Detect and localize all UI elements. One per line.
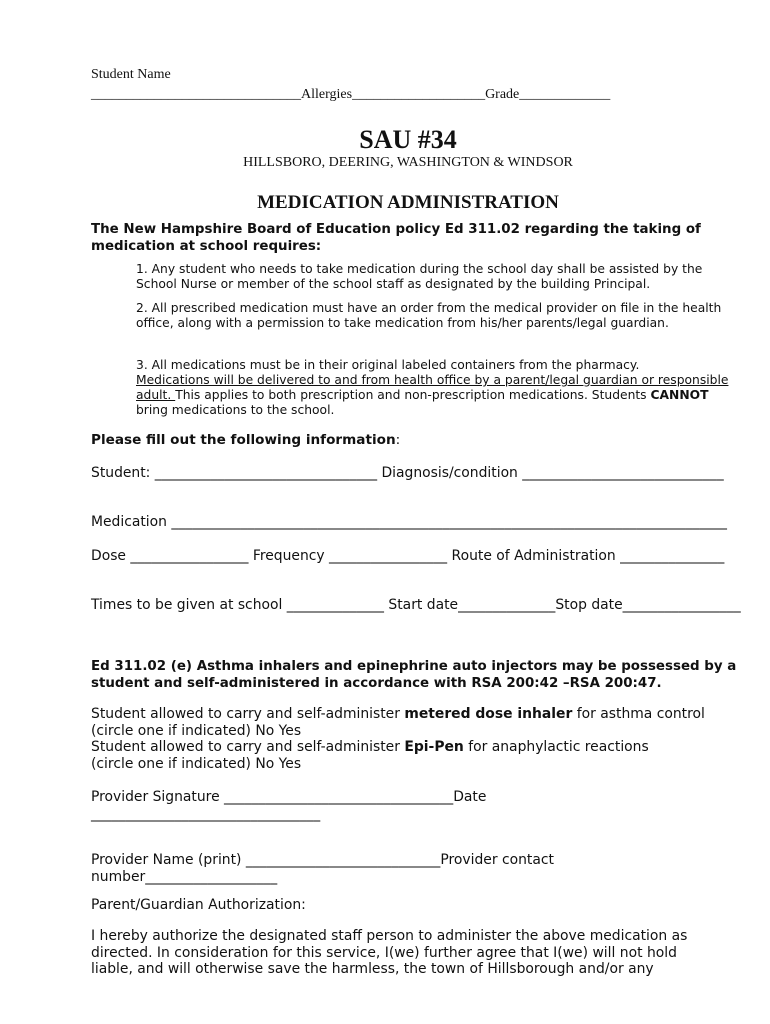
fill-instructions-colon: : xyxy=(395,432,401,448)
dose-frequency-route-field[interactable]: Dose _________________ Frequency _________________ Route of Administration _______________ xyxy=(91,548,725,564)
policy-item-3-intro: 3. All medications must be in their original labeled containers from the pharmacy. xyxy=(136,358,640,372)
policy-item-2: 2. All prescribed medication must have an order from the medical provider on file in the health office, along with a permission to take medication from his/her parents/legal guardian. xyxy=(136,301,722,330)
policy-item-3-underlined: Medications will be delivered to and from health office by a parent/legal guardian or responsible adult. xyxy=(136,373,729,402)
epipen-text-pre: Student allowed to carry and self-administer xyxy=(91,739,405,755)
medication-field[interactable]: Medication ________________________________________________________________________________ xyxy=(91,514,728,530)
asthma-heading: Ed 311.02 (e) Asthma inhalers and epinephrine auto injectors may be possessed by a student and self-administered in accordance with RSA 200:42 –RSA 200:47. xyxy=(91,659,737,691)
inhaler-text-post: for asthma control xyxy=(572,706,705,722)
epipen-circle-option[interactable]: (circle one if indicated) No Yes xyxy=(91,756,302,772)
inhaler-circle-option[interactable]: (circle one if indicated) No Yes xyxy=(91,723,302,739)
policy-item-3-end: bring medications to the school. xyxy=(136,403,335,417)
policy-intro: The New Hampshire Board of Education policy Ed 311.02 regarding the taking of medication at school requires: xyxy=(91,222,701,254)
student-diagnosis-field[interactable]: Student: ________________________________ Diagnosis/condition _____________________________ xyxy=(91,465,724,481)
epipen-text-bold: Epi-Pen xyxy=(404,739,464,755)
towns-subtitle: HILLSBORO, DEERING, WASHINGTON & WINDSOR xyxy=(243,155,573,170)
provider-name-contact-field[interactable]: Provider Name (print) ____________________________Provider contact number___________________ xyxy=(91,852,554,885)
student-info-line: ______________________________Allergies___________________Grade_____________ xyxy=(91,87,611,102)
inhaler-permission xyxy=(91,706,751,723)
inhaler-text-bold: metered dose inhaler xyxy=(404,706,573,722)
policy-item-3-middle: This applies to both prescription and non-prescription medications. Students xyxy=(175,388,651,402)
policy-item-3-bold: CANNOT xyxy=(650,388,709,402)
provider-signature-field[interactable]: Provider Signature _________________________________Date _________________________________ xyxy=(91,789,487,822)
epipen-permission xyxy=(91,739,751,756)
epipen-text-post: for anaphylactic reactions xyxy=(463,739,649,755)
policy-item-1: 1. Any student who needs to take medication during the school day shall be assisted by the School Nurse or member of the school staff as designated by the building Principal. xyxy=(136,262,703,291)
document-heading: MEDICATION ADMINISTRATION xyxy=(257,192,559,213)
fill-instructions-label: Please fill out the following information xyxy=(91,432,396,448)
authorization-text: I hereby authorize the designated staff person to administer the above medication as directed. In consideration for this service, I(we) further agree that I(we) will not hold liable, and will otherwise save the harmless, the town of Hillsborough and/or any xyxy=(91,928,688,977)
sau-title: SAU #34 xyxy=(359,125,457,154)
times-start-stop-field[interactable]: Times to be given at school ______________ Start date______________Stop date_________________ xyxy=(91,597,741,613)
student-name-label: Student Name xyxy=(91,67,171,82)
inhaler-text-pre: Student allowed to carry and self-administer xyxy=(91,706,405,722)
policy-item-3 xyxy=(136,358,736,418)
authorization-label: Parent/Guardian Authorization: xyxy=(91,897,306,913)
fill-instructions xyxy=(91,432,400,448)
